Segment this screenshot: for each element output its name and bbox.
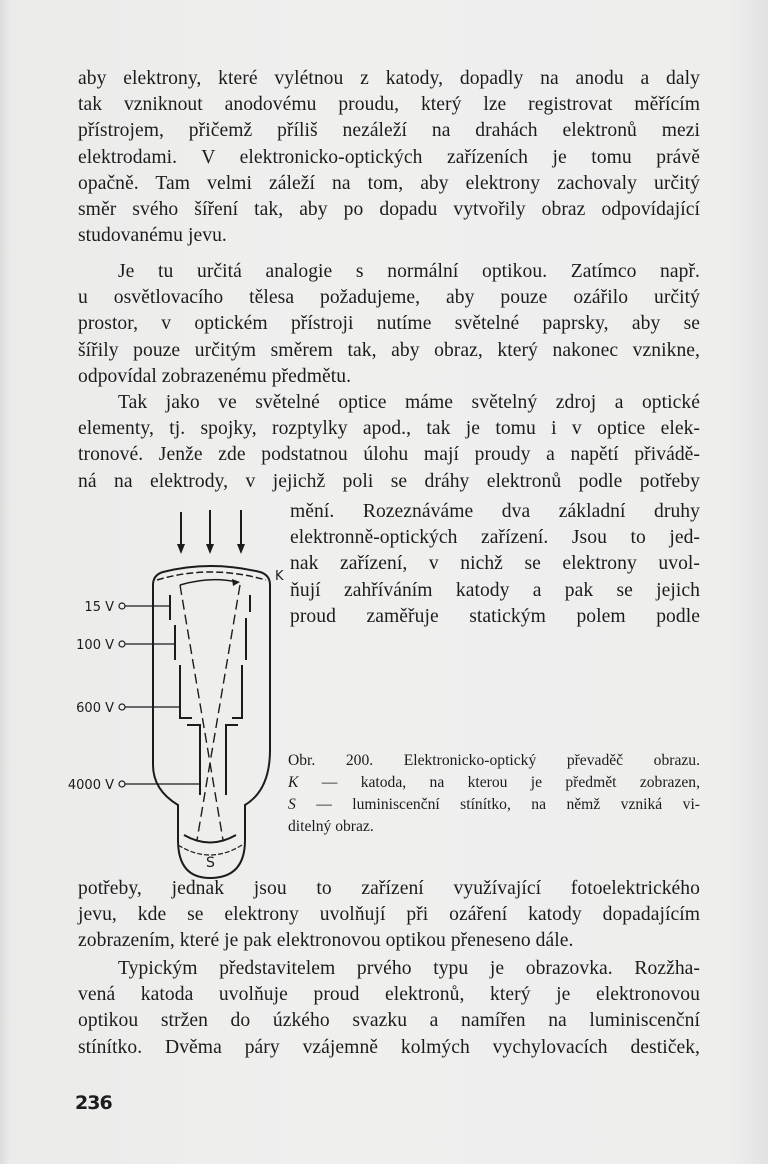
beam-arrow — [232, 579, 240, 586]
label-100v: 100 V — [76, 638, 114, 653]
paragraph-2 — [78, 259, 700, 390]
beam-path — [197, 585, 240, 840]
terminal-100v — [119, 641, 125, 647]
text-line: nak zařízení, v nichž se elektrony uvol- — [290, 553, 700, 575]
beam-top — [180, 580, 237, 585]
text-line: Typickým představitelem prvého typu je obrazovka. Rozžha- — [118, 958, 700, 979]
text-line: zobrazením, které je pak elektronovou optikou přeneseno dále. — [78, 930, 574, 952]
paragraph-3-continued — [290, 499, 700, 630]
text-line: přístrojem, přičemž příliš nezáleží na drahách elektronů mezi — [78, 120, 700, 142]
electron-beam-paths — [180, 585, 240, 840]
terminal-15v — [119, 603, 125, 609]
text-line: Je tu určitá analogie s normální optikou. Zatímco např. — [118, 261, 700, 282]
text-line: tronové. Jenže zde podstatnou úlohu mají proudy a napětí přivádě- — [78, 444, 700, 466]
text-line: prostor, v optickém přístroji nutíme světelné paprsky, aby se — [78, 313, 700, 335]
arrow-head — [237, 544, 245, 554]
text-line: elementy, tj. spojky, rozptylky apod., tak je tomu i v optice elek- — [78, 418, 700, 440]
text-line: optikou stržen do úzkého svazku a namířen na luminiscenční — [78, 1010, 700, 1032]
screen-phosphor — [178, 845, 242, 855]
arrow-head — [206, 544, 214, 554]
caption-title: Obr. 200. Elektronicko-optický převaděč obrazu. — [288, 752, 700, 769]
text-line: elektrodami. V elektronicko-optických zařízeních je tomu právě — [78, 146, 700, 168]
caption-last-line: ditelný obraz. — [288, 818, 374, 835]
label-cathode: K — [275, 569, 284, 584]
text-line: potřeby, jednak jsou to zařízení využívající fotoelektrického — [78, 878, 700, 899]
terminal-600v — [119, 704, 125, 710]
figure-image-converter — [60, 500, 290, 880]
label-screen: S — [206, 855, 215, 871]
caption-k-text: — katoda, na kterou je předmět zobrazen, — [298, 774, 700, 791]
terminal-4000v — [119, 781, 125, 787]
text-line: jevu, kde se elektrony uvolňují při ozáření katody dopadajícím — [78, 904, 700, 926]
text-line: elektronně-optických zařízení. Jsou to jed- — [290, 527, 700, 549]
text-line: proud zaměřuje statickým polem podle — [290, 605, 700, 627]
paragraph-4 — [78, 956, 700, 1061]
text-line: stínítko. Dvěma páry vzájemně kolmých vychylovacích destiček, — [78, 1036, 700, 1058]
figure-caption — [288, 750, 700, 838]
text-line: šířily pouze určitým směrem tak, aby obraz, který nakonec vznikne, — [78, 339, 700, 361]
paragraph-3 — [78, 390, 700, 495]
text-line: opačně. Tam velmi záleží na tom, aby elektrony zachovaly určitý — [78, 172, 700, 194]
paragraph-3-end — [78, 876, 700, 955]
photocathode — [157, 572, 266, 580]
text-line: odpovídal zobrazenému předmětu. — [78, 365, 352, 387]
text-line: vená katoda uvolňuje proud elektronů, který je elektronovou — [78, 984, 700, 1006]
screen-inner — [184, 835, 236, 843]
text-line: Tak jako ve světelné optice máme světelný zdroj a optické — [118, 392, 700, 413]
beam-path — [180, 585, 223, 840]
text-line: studovanému jevu. — [78, 225, 227, 247]
label-4000v: 4000 V — [67, 778, 114, 793]
caption-s-symbol: S — [288, 796, 296, 813]
text-line: ná na elektrody, v jejichž poli se dráhy elektronů podle potřeby — [78, 470, 700, 492]
label-600v: 600 V — [76, 701, 114, 716]
electrode-4000v-right — [226, 725, 238, 795]
arrow-heads — [177, 544, 245, 554]
caption-k-symbol: K — [288, 774, 299, 791]
caption-k-line — [288, 772, 700, 794]
label-15v: 15 V — [84, 600, 114, 615]
arrow-head — [177, 544, 185, 554]
caption-s-text: — luminiscenční stínítko, na němž vzniká vi- — [295, 796, 700, 813]
text-line: tak vzniknout anodovému proudu, který lze registrovat měřícím — [78, 94, 700, 116]
text-line: směr svého šíření tak, aby po dopadu vytvořily obraz odpovídající — [78, 198, 700, 220]
text-line: mění. Rozeznáváme dva základní druhy — [290, 501, 700, 522]
paragraph-1 — [78, 66, 700, 249]
text-line: ňují zahříváním katody a pak se jejich — [290, 579, 700, 601]
page-number: 236 — [75, 1092, 112, 1114]
text-line: aby elektrony, které vylétnou z katody, dopadly na anodu a daly — [78, 68, 700, 89]
electrode-600v-left — [180, 665, 192, 718]
electrode-600v-right — [232, 665, 242, 718]
caption-s-line — [288, 794, 700, 816]
text-line: u osvětlovacího tělesa požadujeme, aby pouze ozářilo určitý — [78, 287, 700, 309]
